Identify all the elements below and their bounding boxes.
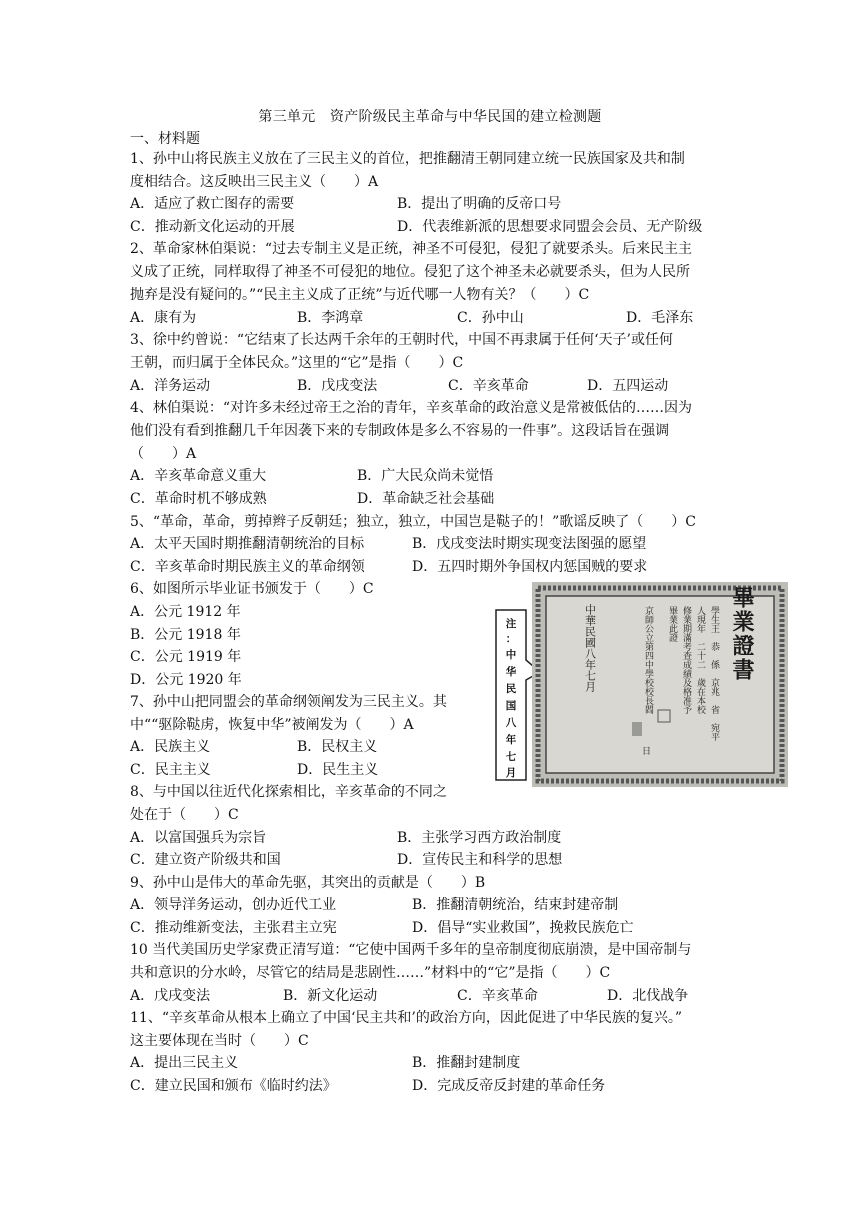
svg-text:七: 七	[505, 751, 517, 763]
question-stem: 2、革命家林伯渠说：“过去专制主义是正统，神圣不可侵犯，侵犯了就要杀头。后来民主主	[130, 241, 693, 257]
seal-stamp	[632, 722, 642, 736]
option: D．代表维新派的思想要求同盟会会员、无产阶级	[397, 219, 703, 235]
question-stem: 4、林伯渠说：“对许多未经过帝王之治的青年，辛亥革命的政治意义是常被低估的……因为	[130, 400, 693, 416]
svg-text:畢業此證: 畢業此證	[667, 606, 677, 642]
question-stem: 5、“革命，革命，剪掉辫子反朝廷；独立，独立，中国岂是鞑子的！”歌谣反映了（ ）C	[130, 514, 696, 530]
question-stem: 这主要体现在当时（ ）C	[130, 1033, 309, 1049]
question-stem: 共和意识的分水岭，尽管它的结局是悲剧性……”材料中的“它”是指（ ）C	[130, 965, 611, 981]
option: C．革命时机不够成熟	[130, 491, 267, 507]
question-stem: （ ）A	[130, 446, 197, 462]
option: B．广大民众尚未觉悟	[357, 468, 494, 484]
svg-text:中華民國八年七月: 中華民國八年七月	[583, 604, 597, 692]
option: B．新文化运动	[283, 988, 378, 1004]
option: C．推动新文化运动的开展	[130, 219, 295, 235]
option: D．公元 1920 年	[130, 672, 242, 688]
option: D．毛泽东	[626, 310, 694, 326]
option: C．公元 1919 年	[130, 649, 242, 665]
option: C．孙中山	[457, 310, 524, 326]
question-stem: 度相结合。这反映出三民主义（ ）A	[130, 174, 379, 190]
svg-text:注: 注	[505, 618, 517, 630]
section-heading: 一、材料题	[130, 131, 200, 147]
option: D．民生主义	[297, 762, 379, 778]
option: A．辛亥革命意义重大	[130, 468, 267, 484]
option: C．辛亥革命时期民族主义的革命纲领	[130, 559, 365, 575]
option: A．领导洋务运动，创办近代工业	[130, 897, 337, 913]
question-stem: 处在于（ ）C	[130, 807, 239, 823]
svg-text:：: ：	[505, 633, 517, 645]
svg-text:国: 国	[505, 700, 517, 712]
svg-text:年: 年	[505, 734, 517, 746]
option: A．戊戌变法	[130, 988, 211, 1004]
svg-text:民: 民	[505, 683, 517, 695]
option: D．五四运动	[587, 378, 669, 394]
question-stem: 10 当代美国历史学家费正清写道：“它使中国两千多年的皇帝制度彻底崩溃，是中国帝制与	[130, 942, 692, 958]
option: A．适应了救亡图存的需要	[130, 196, 295, 212]
question-stem: 6、如图所示毕业证书颁发于（ ）C	[130, 581, 374, 597]
svg-text:畢業證書: 畢業證書	[729, 586, 755, 682]
option: A．以富国强兵为宗旨	[130, 830, 267, 846]
question-stem: 7、孙中山把同盟会的革命纲领阐发为三民主义。其	[130, 694, 447, 710]
option: D．北伐战争	[607, 988, 689, 1004]
option: C．民主主义	[130, 762, 211, 778]
option: B．戊戌变法	[297, 378, 378, 394]
svg-text:修業期滿考查成績及格准予: 修業期滿考查成績及格准予	[681, 606, 691, 714]
option: B．推翻清朝统治，结束封建帝制	[412, 897, 619, 913]
certificate-title	[729, 586, 755, 682]
question-stem: 8、与中国以往近代化探索相比，辛亥革命的不同之	[130, 784, 447, 800]
option: D．五四时期外争国权内惩国贼的要求	[412, 559, 648, 575]
page-title: 第三单元 资产阶级民主革命与中华民国的建立检测题	[258, 109, 602, 125]
question-stem: 抛弃是没有疑问的。”“民主主义成了正统”与近代哪一人物有关？（ ）C	[130, 287, 590, 303]
option: A．提出三民主义	[130, 1055, 239, 1071]
option: B．李鸿章	[297, 310, 364, 326]
option: D．倡导“实业救国”，挽救民族危亡	[412, 920, 634, 936]
question-stem: 王朝，而归属于全体民众。”这里的“它”是指（ ）C	[130, 355, 464, 371]
option: B．推翻封建制度	[412, 1055, 521, 1071]
svg-text:學生王 恭 係 京兆 省 宛平: 學生王 恭 係 京兆 省 宛平	[709, 606, 719, 741]
graduation-certificate-figure	[492, 582, 788, 787]
svg-text:月: 月	[505, 767, 517, 779]
svg-text:华: 华	[505, 666, 517, 678]
option: B．公元 1918 年	[130, 627, 241, 643]
svg-text:京師公立第四中學校校長閻: 京師公立第四中學校校長閻	[643, 606, 653, 714]
option: C．辛亥革命	[457, 988, 538, 1004]
option: B．戊戌变法时期实现变法图强的愿望	[412, 536, 647, 552]
svg-text:人現年 二十二 歲在本校: 人現年 二十二 歲在本校	[695, 606, 705, 714]
svg-text:八: 八	[505, 717, 517, 729]
option: B．民权主义	[297, 739, 378, 755]
option: A．康有为	[130, 310, 197, 326]
option: C．推动维新变法，主张君主立宪	[130, 920, 337, 936]
option: C．辛亥革命	[448, 378, 529, 394]
question-stem: 9、孙中山是伟大的革命先驱，其突出的贡献是（ ）B	[130, 875, 486, 891]
question-stem: 他们没有看到推翻几千年因袭下来的专制政体是多么不容易的一件事”。这段话旨在强调	[130, 423, 670, 439]
option: D．宣传民主和科学的思想	[397, 852, 563, 868]
question-stem: 3、徐中约曾说：“它结束了长达两千余年的王朝时代，中国不再隶属于任何‘天子’或任何	[130, 332, 673, 348]
svg-text:日: 日	[642, 747, 652, 757]
option: A．洋务运动	[130, 378, 211, 394]
option: A．民族主义	[130, 739, 211, 755]
option: B．提出了明确的反帝口号	[397, 196, 562, 212]
question-stem: 11、“辛亥革命从根本上确立了中国‘民主共和’的政治方向，因此促进了中华民族的复兴。”	[130, 1010, 683, 1026]
option: D．革命缺乏社会基础	[357, 491, 495, 507]
option: D．完成反帝反封建的革命任务	[412, 1078, 606, 1094]
svg-text:中: 中	[505, 649, 517, 661]
option: C．建立民国和颁布《临时约法》	[130, 1078, 337, 1094]
question-stem: 义成了正统，同样取得了神圣不可侵犯的地位。侵犯了这个神圣未必就要杀头，但为人民所	[130, 264, 690, 280]
option: A．太平天国时期推翻清朝统治的目标	[130, 536, 365, 552]
option: A．公元 1912 年	[130, 604, 241, 620]
option: C．建立资产阶级共和国	[130, 852, 281, 868]
question-stem: 中““驱除鞑虏，恢复中华”被阐发为（ ）A	[130, 717, 414, 733]
option: B．主张学习西方政治制度	[397, 830, 562, 846]
question-stem: 1、孙中山将民族主义放在了三民主义的首位，把推翻清王朝同建立统一民族国家及共和制	[130, 151, 685, 167]
